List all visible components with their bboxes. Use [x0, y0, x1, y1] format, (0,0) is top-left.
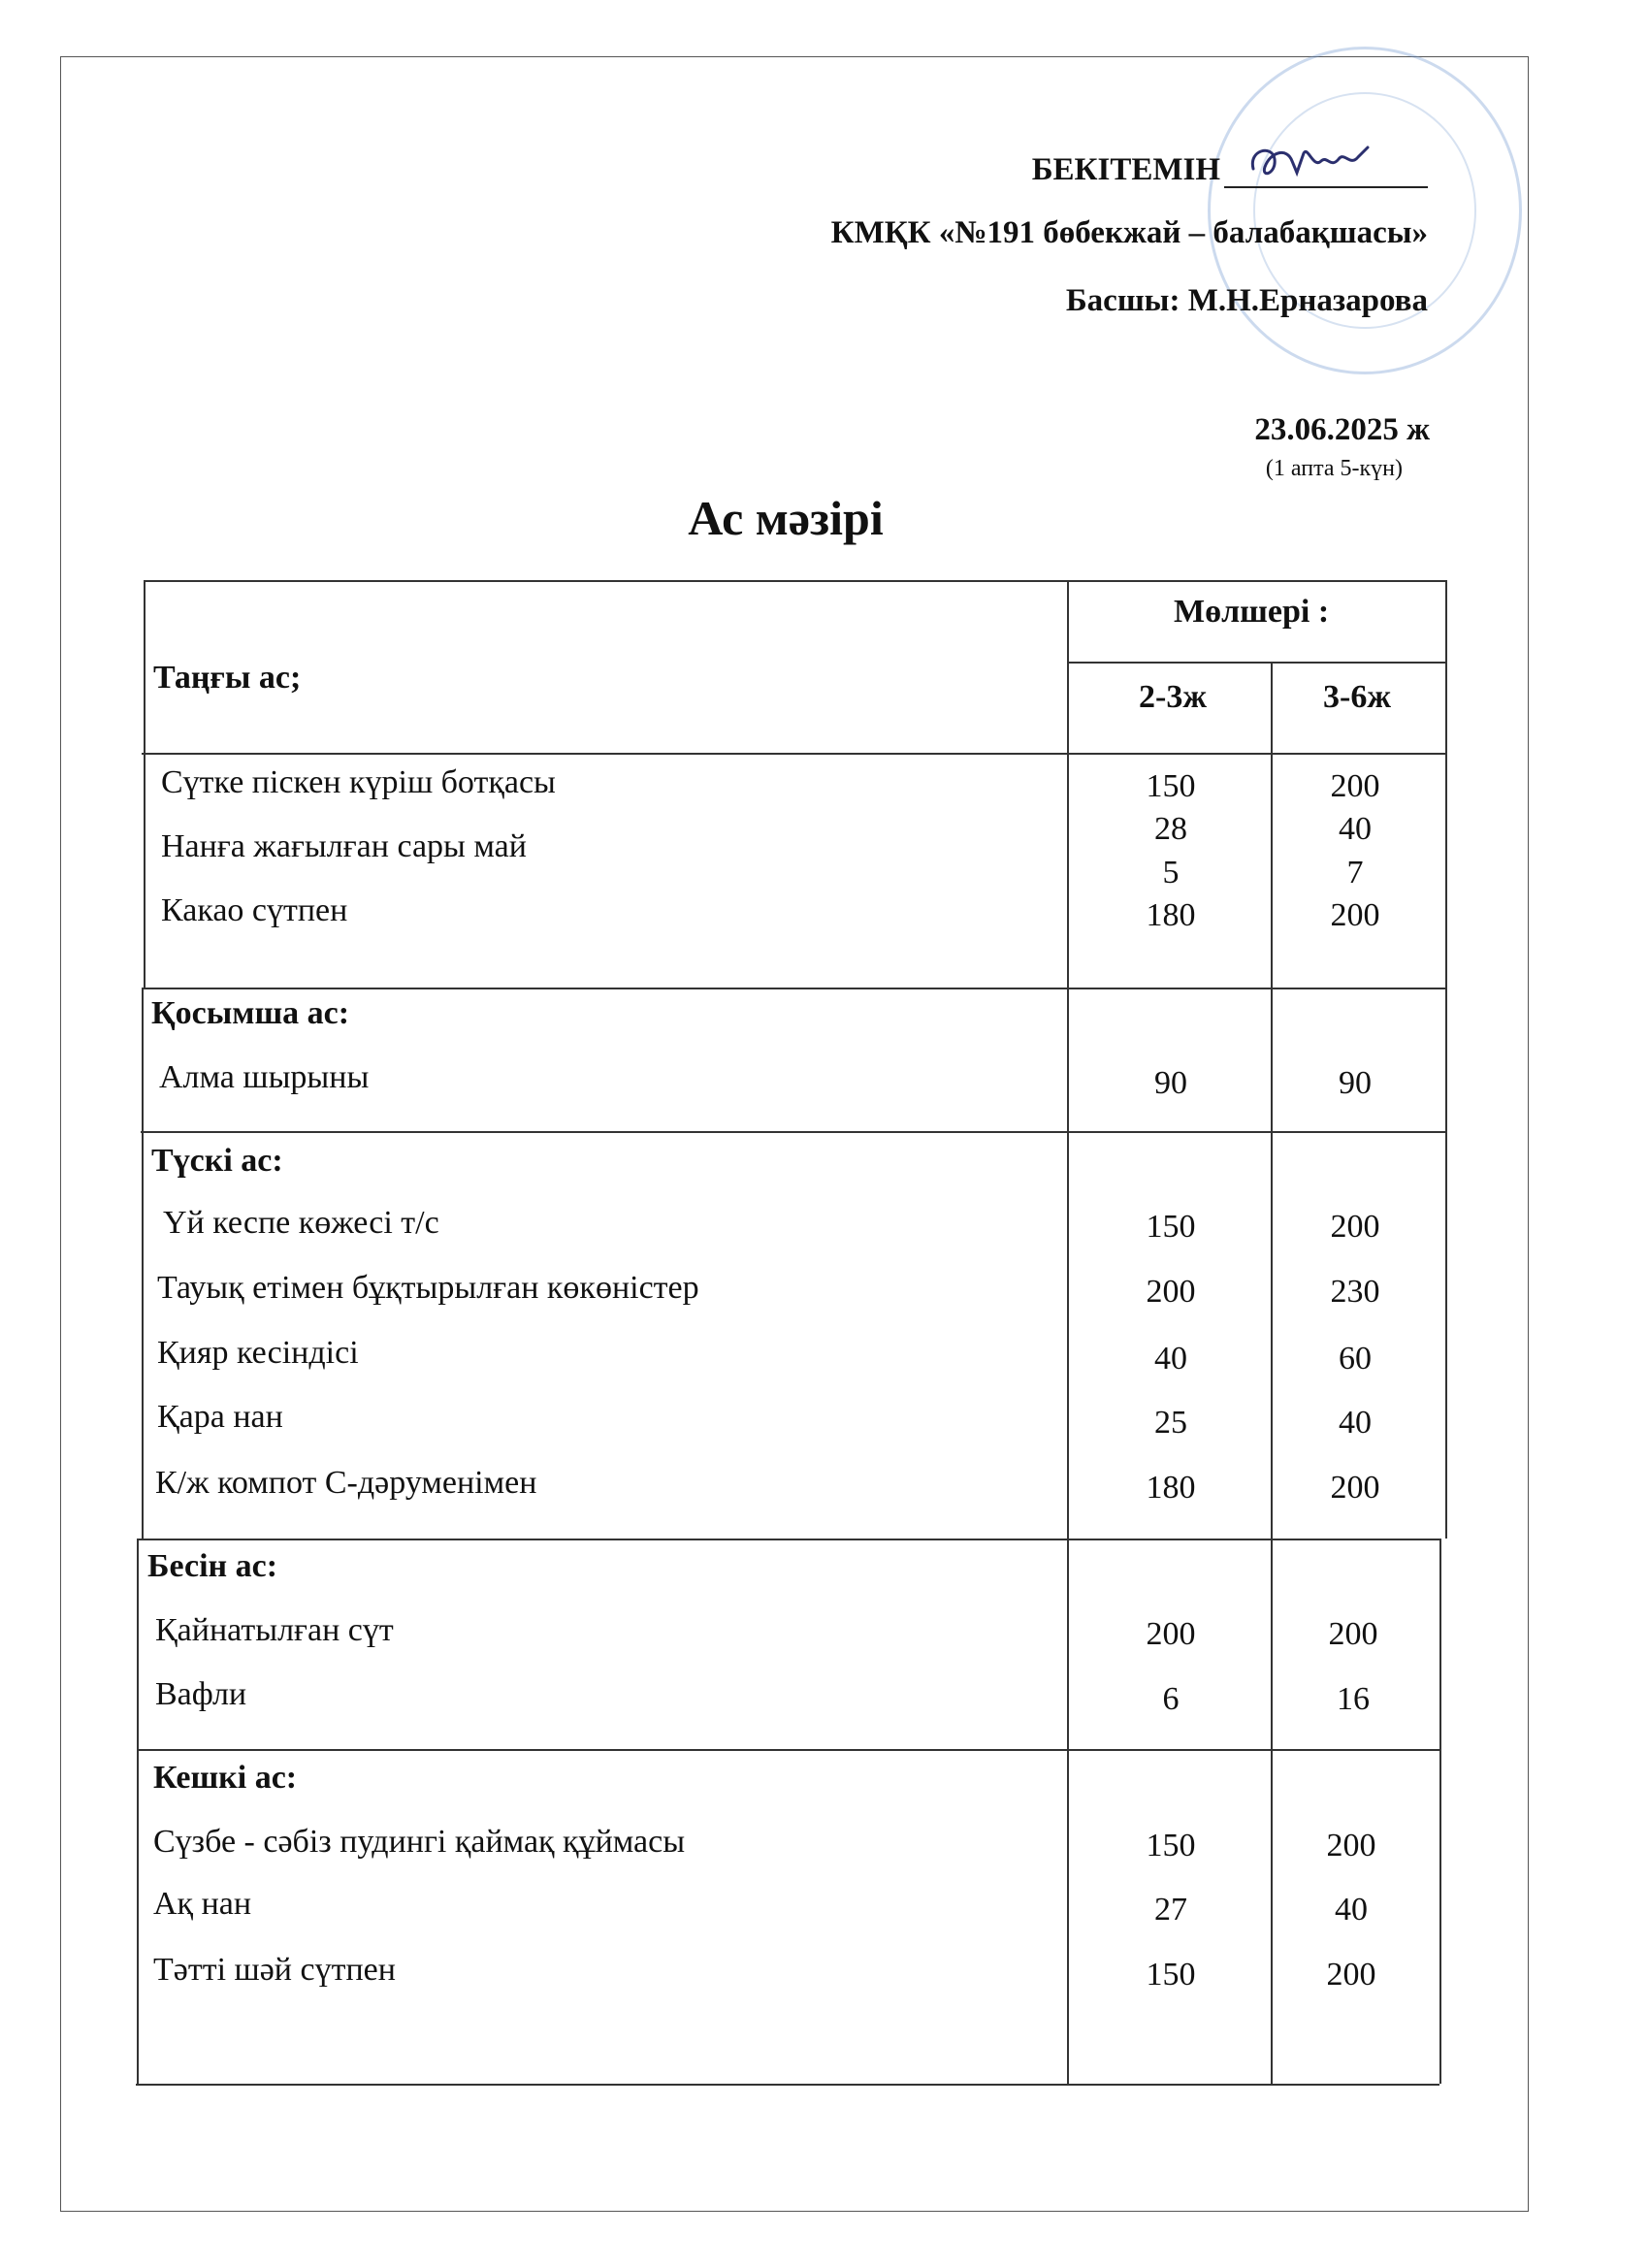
menu-item: Қайнатылған сүт [155, 1612, 394, 1648]
qty-value: 200 [1330, 1470, 1380, 1506]
menu-item: Ақ нан [153, 1886, 252, 1922]
qty-value: 200 [1146, 1274, 1196, 1310]
section-dinner-title: Кешкі ас: [153, 1760, 298, 1796]
qty-value: 40 [1339, 1405, 1372, 1441]
section-snack-title: Қосымша ас: [151, 995, 350, 1031]
menu-item: Тауық етімен бұқтырылған көкөністер [157, 1270, 699, 1306]
page-title: Ас мәзірі [688, 491, 884, 545]
menu-item: Нанға жағылған сары май [161, 828, 527, 864]
qty-value: 200 [1330, 1209, 1380, 1245]
qty-value: 40 [1154, 1341, 1187, 1377]
approve-label: БЕКІТЕМІН [1031, 152, 1220, 187]
menu-item: Какао сүтпен [161, 892, 348, 928]
menu-item: Вафли [155, 1676, 247, 1712]
menu-item: Тәтті шәй сүтпен [153, 1952, 396, 1988]
qty-value: 40 [1339, 811, 1372, 847]
portion-header: Мөлшері : [1174, 594, 1330, 630]
qty-value: 200 [1326, 1828, 1376, 1863]
qty-value: 150 [1146, 768, 1196, 804]
qty-value: 200 [1326, 1957, 1376, 1993]
qty-value: 180 [1146, 1470, 1196, 1506]
qty-value: 150 [1146, 1957, 1196, 1993]
head-name: Басшы: М.Н.Ерназарова [1065, 283, 1428, 318]
qty-value: 200 [1330, 768, 1380, 804]
qty-value: 90 [1154, 1065, 1187, 1101]
age-col-2-3: 2-3ж [1139, 679, 1207, 715]
qty-value: 28 [1154, 811, 1187, 847]
section-afternoon-title: Бесін ас: [147, 1548, 278, 1584]
menu-item: Қияр кесіндісі [157, 1335, 359, 1371]
menu-item: Сүзбе - сәбіз пудингі қаймақ құймасы [153, 1824, 686, 1860]
qty-value: 230 [1330, 1274, 1380, 1310]
section-lunch-title: Түскі ас: [151, 1143, 283, 1179]
qty-value: 40 [1335, 1892, 1368, 1928]
menu-item: Сүтке піскен күріш ботқасы [161, 764, 556, 800]
qty-value: 150 [1146, 1828, 1196, 1863]
qty-value: 6 [1162, 1681, 1180, 1717]
qty-value: 180 [1146, 897, 1196, 933]
qty-value: 7 [1346, 855, 1364, 891]
menu-item: Алма шырыны [159, 1059, 370, 1095]
section-breakfast-title: Таңғы ас; [153, 660, 302, 696]
menu-date: 23.06.2025 ж [1254, 412, 1430, 447]
qty-value: 90 [1339, 1065, 1372, 1101]
organization-name: КМҚК «№191 бөбекжай – балабақшасы» [830, 215, 1428, 250]
qty-value: 60 [1339, 1341, 1372, 1377]
week-day: (1 апта 5-күн) [1265, 456, 1403, 481]
menu-item: Үй кеспе көжесі т/с [163, 1205, 439, 1241]
qty-value: 27 [1154, 1892, 1187, 1928]
qty-value: 25 [1154, 1405, 1187, 1441]
qty-value: 150 [1146, 1209, 1196, 1245]
menu-item: Қара нан [157, 1399, 283, 1435]
age-col-3-6: 3-6ж [1323, 679, 1391, 715]
qty-value: 200 [1328, 1616, 1378, 1652]
qty-value: 16 [1337, 1681, 1370, 1717]
qty-value: 5 [1162, 855, 1180, 891]
menu-item: К/ж компот С-дәруменімен [155, 1465, 537, 1501]
qty-value: 200 [1330, 897, 1380, 933]
qty-value: 200 [1146, 1616, 1196, 1652]
